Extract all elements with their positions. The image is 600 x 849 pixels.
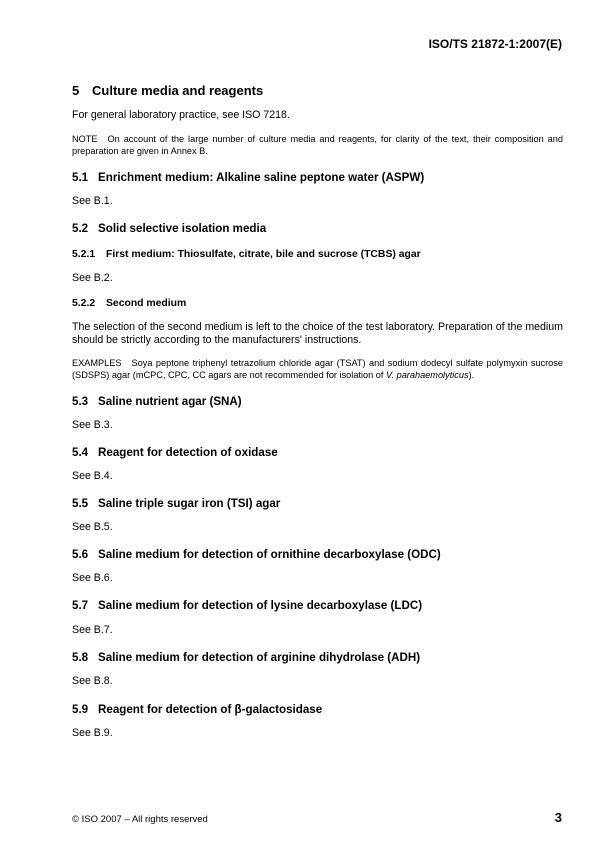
section-5-intro: For general laboratory practice, see ISO 7218. [72, 109, 290, 121]
section-5-2-heading [72, 222, 563, 235]
species-name: V. parahaemolyticus [386, 370, 469, 380]
section-number: 5.8 [72, 651, 89, 664]
section-5-8-heading [72, 651, 563, 664]
section-title: Saline medium for detection of lysine decarboxylase (LDC) [98, 599, 423, 612]
section-title: Saline medium for detection of ornithine decarboxylase (ODC) [98, 548, 441, 561]
examples-label: EXAMPLES [72, 358, 122, 368]
section-number: 5.2 [72, 222, 89, 235]
section-5-2-1-heading [72, 249, 563, 260]
document-id-header: ISO/TS 21872-1:2007(E) [428, 37, 562, 51]
section-5-5-heading [72, 497, 563, 510]
section-5-1-heading [72, 171, 563, 184]
section-5-9-heading [72, 703, 563, 716]
section-number: 5.1 [72, 171, 89, 184]
section-title: Enrichment medium: Alkaline saline peptone water (ASPW) [98, 171, 425, 184]
section-5-2-2-text: The selection of the second medium is left to the choice of the test laboratory. Preparation of the medium should be strictly according to the manufacturers' instructions. [72, 321, 563, 346]
section-title: Reagent for detection of oxidase [98, 446, 278, 459]
section-number: 5.3 [72, 395, 89, 408]
section-title: Second medium [106, 298, 187, 309]
examples-end: ). [468, 370, 475, 380]
section-title: Saline nutrient agar (SNA) [98, 395, 242, 408]
section-5-5-ref: See B.5. [72, 521, 113, 533]
page-number: 3 [554, 810, 562, 825]
note-text: On account of the large number of culture media and reagents, for clarity of the text, their composition and preparation are given in Annex B. [72, 134, 563, 156]
section-number: 5.9 [72, 703, 89, 716]
section-5-6-heading [72, 548, 563, 561]
section-title: Reagent for detection of β-galactosidase [98, 703, 323, 716]
section-5-2-2-heading [72, 298, 563, 309]
section-5-9-ref: See B.9. [72, 727, 113, 739]
examples-paragraph [72, 357, 563, 381]
section-5-3-heading [72, 395, 563, 408]
section-number: 5.6 [72, 548, 89, 561]
section-title: Saline medium for detection of arginine dihydrolase (ADH) [98, 651, 421, 664]
section-5-heading [72, 83, 563, 98]
section-5-4-heading [72, 446, 563, 459]
section-5-3-ref: See B.3. [72, 419, 113, 431]
section-5-7-heading [72, 599, 563, 612]
section-5-2-1-ref: See B.2. [72, 272, 113, 284]
note-label: NOTE [72, 134, 98, 144]
section-5-8-ref: See B.8. [72, 675, 113, 687]
section-title: First medium: Thiosulfate, citrate, bile and sucrose (TCBS) agar [106, 249, 421, 260]
section-number: 5.2.2 [72, 298, 96, 309]
section-number: 5 [72, 83, 80, 98]
section-number: 5.7 [72, 599, 89, 612]
note-paragraph [72, 133, 563, 157]
section-number: 5.5 [72, 497, 89, 510]
examples-text: Soya peptone triphenyl tetrazolium chloride agar (TSAT) and sodium dodecyl sulfate polymyxin sucrose (SDSPS) agar (mCPC, CPC, CC agars are not recommended for isolation of [72, 358, 563, 380]
copyright-footer: © ISO 2007 – All rights reserved [72, 814, 208, 825]
section-5-6-ref: See B.6. [72, 572, 113, 584]
section-title: Solid selective isolation media [98, 222, 267, 235]
section-5-7-ref: See B.7. [72, 624, 113, 636]
section-number: 5.4 [72, 446, 89, 459]
section-number: 5.2.1 [72, 249, 96, 260]
section-5-1-ref: See B.1. [72, 195, 113, 207]
section-5-4-ref: See B.4. [72, 470, 113, 482]
section-title: Culture media and reagents [92, 83, 264, 98]
section-title: Saline triple sugar iron (TSI) agar [98, 497, 281, 510]
